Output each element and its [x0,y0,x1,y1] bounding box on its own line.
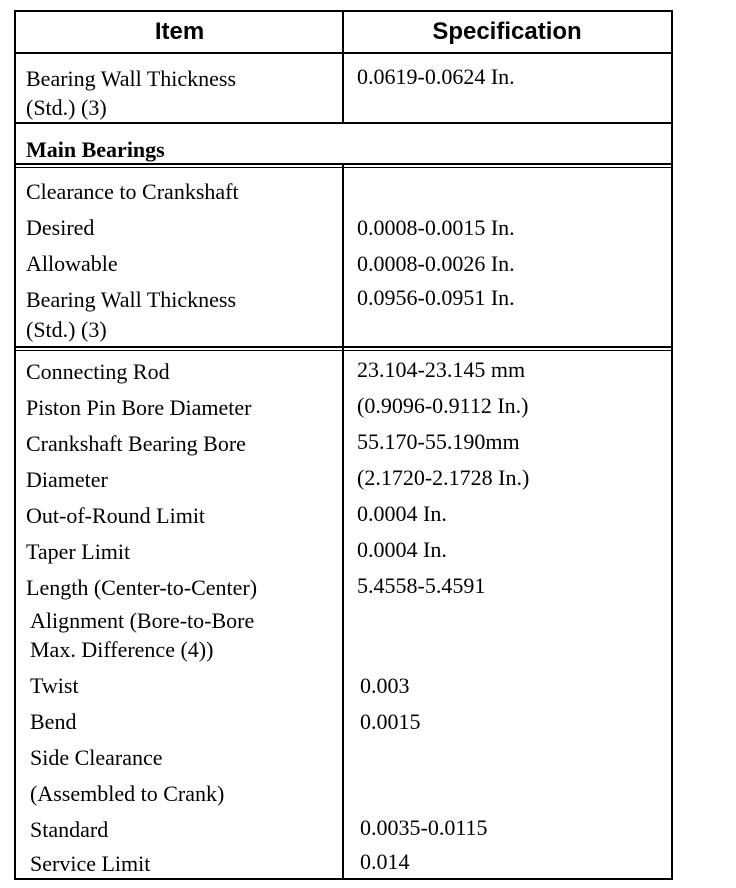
connecting-rod-item: Out-of-Round Limit [26,503,206,528]
row1-spec: 0.0619-0.0624 In. [357,64,515,89]
connecting-rod-spec: 0.0004 In. [357,537,447,562]
connecting-rod-spec: 0.014 [360,849,410,874]
connecting-rod-item: Twist [30,673,79,698]
connecting-rod-item: Piston Pin Bore Diameter [26,395,252,420]
connecting-rod-item: Crankshaft Bearing Bore [26,431,246,456]
connecting-rod-item: Length (Center-to-Center) [26,575,258,600]
main-bearings-item: Bearing Wall Thickness [26,287,237,312]
connecting-rod-item: Alignment (Bore-to-Bore [30,608,255,633]
main-bearings-item: Clearance to Crankshaft [26,179,239,204]
row-divider [16,167,671,168]
row1-item-line1: Bearing Wall Thickness [26,66,237,91]
connecting-rod-spec: (0.9096-0.9112 In.) [357,393,529,418]
connecting-rod-item: Connecting Rod [26,359,170,384]
main-bearings-item: Desired [26,215,95,240]
main-bearings-item: (Std.) (3) [26,317,107,342]
connecting-rod-spec: 0.0035-0.0115 [360,815,488,840]
main-bearings-item: Allowable [26,251,118,276]
connecting-rod-item: (Assembled to Crank) [30,781,225,806]
connecting-rod-spec: 0.003 [360,673,410,698]
header-specification: Specification [432,18,582,45]
connecting-rod-item: Side Clearance [30,745,163,770]
connecting-rod-item: Service Limit [30,851,151,876]
connecting-rod-item: Diameter [26,467,108,492]
column-divider [342,165,344,878]
connecting-rod-spec: 55.170-55.190mm [357,429,520,454]
column-divider [342,12,344,124]
main-bearings-spec: 0.0008-0.0015 In. [357,215,515,240]
connecting-rod-spec: 0.0004 In. [357,501,447,526]
row-divider [16,122,671,124]
main-bearings-spec: 0.0956-0.0951 In. [357,285,515,310]
main-bearings-spec: 0.0008-0.0026 In. [357,251,515,276]
connecting-rod-item: Standard [30,817,109,842]
header-item: Item [154,18,205,45]
section-main-bearings: Main Bearings [26,137,165,162]
connecting-rod-item: Bend [30,709,77,734]
spec-table [14,10,673,880]
row-divider [16,350,671,351]
connecting-rod-item: Taper Limit [26,539,131,564]
row1-item-line2: (Std.) (3) [26,95,107,120]
connecting-rod-item: Max. Difference (4)) [30,637,214,662]
connecting-rod-spec: 5.4558-5.4591 [357,573,486,598]
connecting-rod-spec: 23.104-23.145 mm [357,357,526,382]
row-divider [16,346,671,348]
connecting-rod-spec: 0.0015 [360,709,421,734]
connecting-rod-spec: (2.1720-2.1728 In.) [357,465,530,490]
